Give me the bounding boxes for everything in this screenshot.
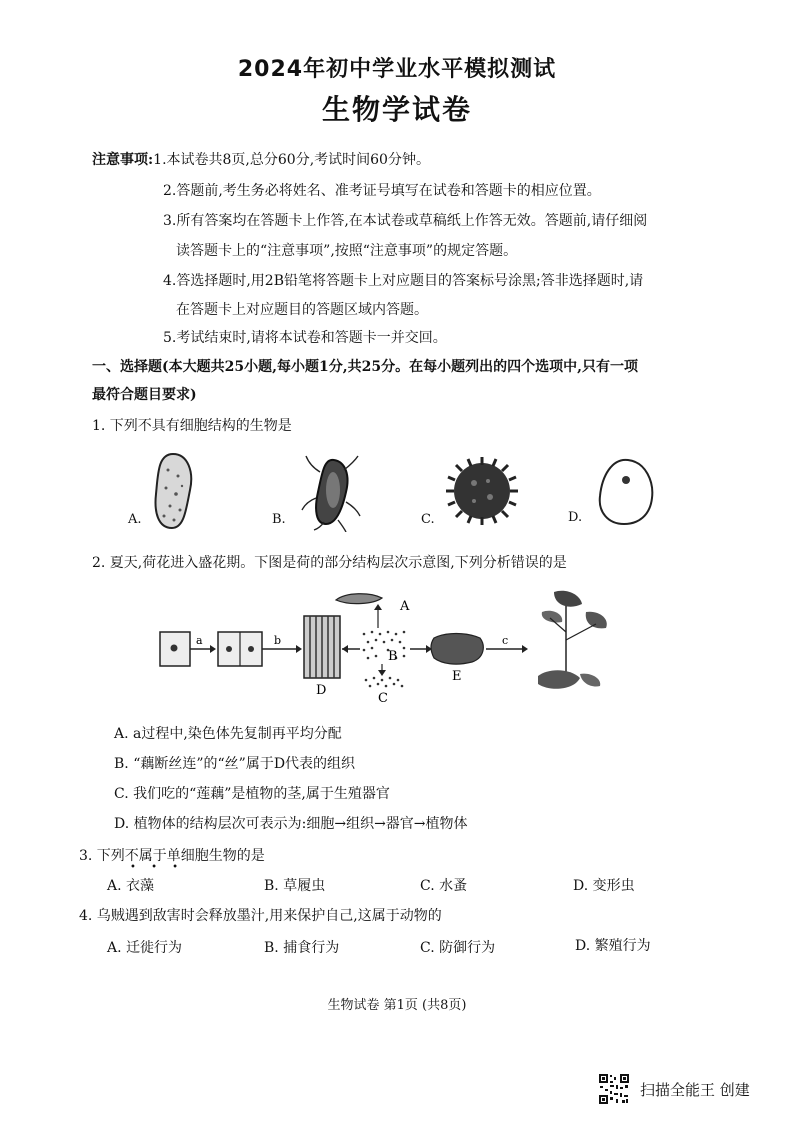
q3-option-c: C. 水蚤 xyxy=(420,878,468,894)
bacterium-image xyxy=(300,452,362,532)
notice-item-5: 5.考试结束时,请将本试卷和答题卡一并交回。 xyxy=(163,330,447,346)
scanner-watermark xyxy=(598,1073,750,1105)
q2-option-a: A. a过程中,染色体先复制再平均分配 xyxy=(114,726,342,742)
q3-option-d: D. 变形虫 xyxy=(573,878,635,894)
label-d: D xyxy=(316,683,327,698)
lotus-plant xyxy=(538,591,607,689)
notice-item-4: 4.答选择题时,用2B铅笔将答题卡上对应题目的答案标号涂黑;答非选择题时,请 xyxy=(163,273,644,289)
paramecium-image xyxy=(148,450,198,532)
notice-item-4-cont: 在答题卡上对应题目的答题区域内答题。 xyxy=(176,302,428,318)
yeast-cell-image xyxy=(594,456,658,528)
label-e: E xyxy=(452,669,462,684)
section-heading-line2: 最符合题目要求) xyxy=(92,387,197,403)
exam-subtitle: 生物学试卷 xyxy=(321,93,472,126)
notice-item-1: 注意事项:1.本试卷共8页,总分60分,考试时间60分钟。 xyxy=(92,152,430,168)
question-4-stem: 4. 乌贼遇到敌害时会释放墨汁,用来保护自己,这属于动物的 xyxy=(79,908,442,924)
scanner-watermark-text: 扫描全能王 创建 xyxy=(640,1080,750,1099)
q4-option-b: B. 捕食行为 xyxy=(264,940,340,956)
page-footer: 生物试卷 第1页 (共8页) xyxy=(327,998,467,1013)
virus-image xyxy=(440,453,524,529)
label-c: c xyxy=(502,634,509,647)
notice-item-3-cont: 读答题卡上的“注意事项”,按照“注意事项”的规定答题。 xyxy=(176,243,518,259)
q1-option-c-label: C. xyxy=(421,512,435,527)
question-3-stem: 3. 下列不属于单细胞生物的是 xyxy=(79,848,265,864)
section-heading-line1: 一、选择题(本大题共25小题,每小题1分,共25分。在每小题列出的四个选项中,只有一项 xyxy=(92,359,638,375)
emphasis-dots: • • • xyxy=(130,862,185,873)
q2-option-d: D. 植物体的结构层次可表示为:细胞→组织→器官→植物体 xyxy=(114,816,468,832)
label-b: b xyxy=(274,634,282,647)
label-a: a xyxy=(196,634,203,647)
q2-option-c: C. 我们吃的“莲藕”是植物的茎,属于生殖器官 xyxy=(114,786,390,802)
lotus-structure-diagram xyxy=(150,588,630,708)
organ-e xyxy=(431,634,483,665)
qr-code-icon xyxy=(598,1073,630,1105)
q4-option-d: D. 繁殖行为 xyxy=(575,938,651,954)
tissue-c xyxy=(365,677,404,688)
tissue-a xyxy=(336,594,382,604)
notice-label: 注意事项: xyxy=(92,152,154,168)
q1-option-b-label: B. xyxy=(272,512,286,527)
q3-option-a: A. 衣藻 xyxy=(107,878,155,894)
exam-title: 2024年初中学业水平模拟测试 xyxy=(237,57,557,82)
question-2-stem: 2. 夏天,荷花进入盛花期。下图是荷的部分结构层次示意图,下列分析错误的是 xyxy=(92,555,567,571)
q2-option-b: B. “藕断丝连”的“丝”属于D代表的组织 xyxy=(114,756,356,772)
label-a-upper: A xyxy=(400,599,410,614)
notice-item-2: 2.答题前,考生务必将姓名、准考证号填写在试卷和答题卡的相应位置。 xyxy=(163,183,601,199)
q4-option-a: A. 迁徙行为 xyxy=(107,940,183,956)
tissue-d xyxy=(304,616,340,678)
q1-option-a-label: A. xyxy=(128,512,142,527)
label-c-upper: C xyxy=(378,691,388,706)
q4-option-c: C. 防御行为 xyxy=(420,940,496,956)
notice-item-3: 3.所有答案均在答题卡上作答,在本试卷或草稿纸上作答无效。答题前,请仔细阅 xyxy=(163,213,648,229)
q3-option-b: B. 草履虫 xyxy=(264,878,326,894)
label-b-upper: B xyxy=(388,649,398,664)
tissue-b xyxy=(363,631,406,660)
question-1-stem: 1. 下列不具有细胞结构的生物是 xyxy=(92,418,292,434)
q1-option-d-label: D. xyxy=(568,510,583,525)
